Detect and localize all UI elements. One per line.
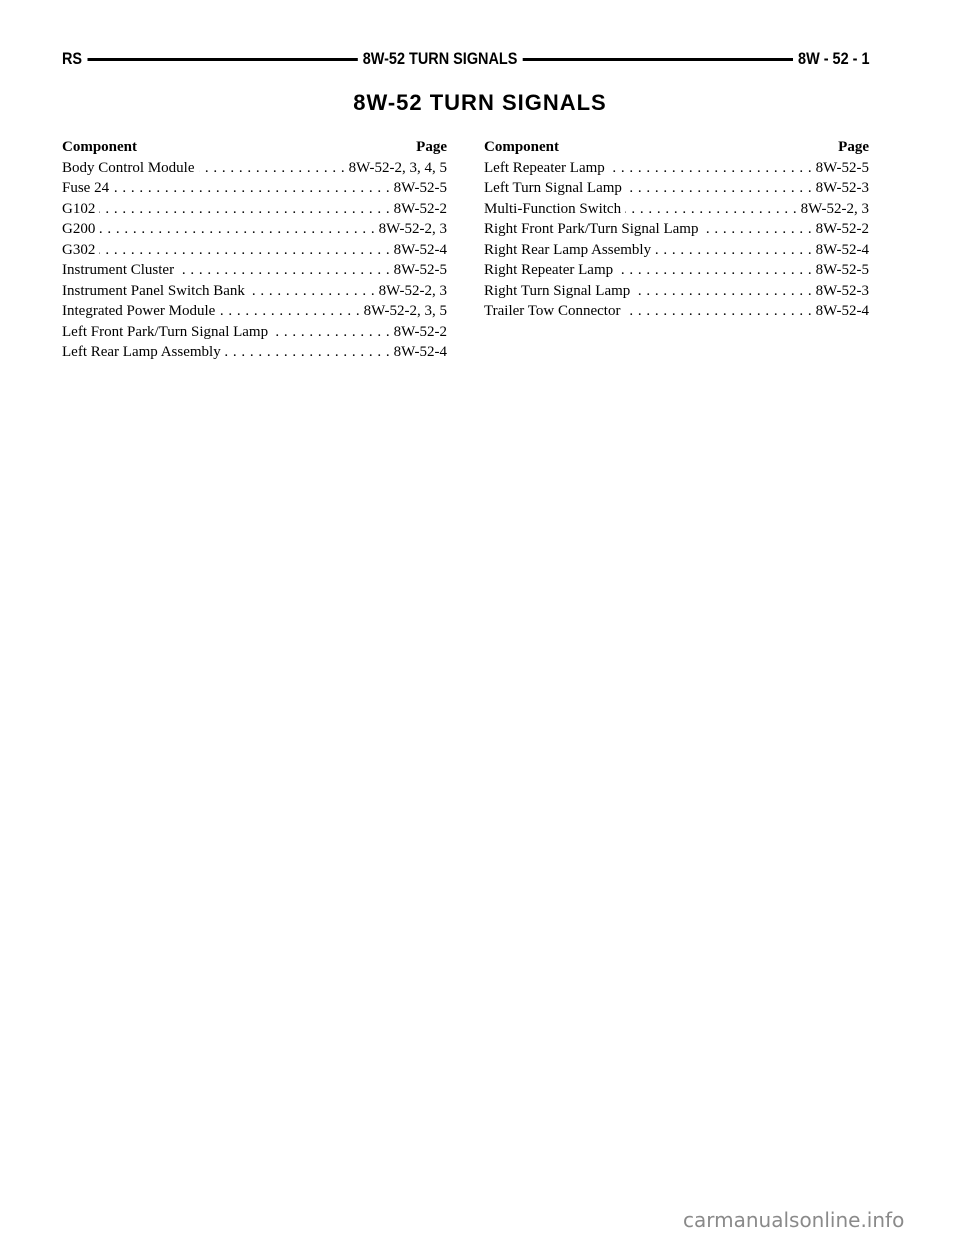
index-row bbox=[62, 301, 447, 322]
index-row bbox=[62, 199, 447, 220]
page-ref: 8W-52-4 bbox=[815, 303, 869, 319]
component-name: Multi-Function Switch bbox=[484, 200, 622, 217]
index-row bbox=[484, 158, 869, 179]
index-row bbox=[484, 199, 869, 220]
index-row bbox=[62, 158, 447, 179]
dot-leader bbox=[178, 260, 390, 281]
index-row bbox=[62, 219, 447, 240]
dot-leader bbox=[634, 281, 811, 302]
page-ref: 8W-52-4 bbox=[815, 241, 869, 258]
index-row bbox=[62, 240, 447, 261]
component-name: Instrument Cluster bbox=[62, 262, 175, 278]
index-row bbox=[484, 260, 869, 281]
component-name: Instrument Panel Switch Bank bbox=[62, 282, 245, 299]
component-index-right bbox=[484, 137, 869, 322]
dot-leader bbox=[624, 301, 811, 322]
page-ref: 8W-52-4 bbox=[393, 241, 447, 258]
header-rule bbox=[87, 58, 357, 61]
header-center: 8W-52 TURN SIGNALS bbox=[362, 49, 518, 68]
page-ref: 8W-52-5 bbox=[393, 180, 447, 196]
component-name: Left Turn Signal Lamp bbox=[484, 180, 622, 196]
dot-leader bbox=[655, 240, 812, 261]
index-row bbox=[62, 322, 447, 343]
dot-leader bbox=[219, 301, 359, 322]
component-name: G302 bbox=[62, 241, 96, 258]
header-rule bbox=[522, 58, 792, 61]
component-name: Integrated Power Module bbox=[62, 303, 216, 319]
dot-leader bbox=[609, 158, 812, 179]
component-name: Right Front Park/Turn Signal Lamp bbox=[484, 221, 699, 237]
index-row bbox=[484, 281, 869, 302]
page-ref: 8W-52-2, 3 bbox=[378, 221, 447, 237]
page-title: 8W-52 TURN SIGNALS bbox=[353, 90, 607, 115]
dot-leader bbox=[225, 342, 390, 363]
dot-leader bbox=[113, 178, 390, 199]
page-header-label: Page bbox=[838, 139, 869, 155]
index-row bbox=[484, 301, 869, 322]
page-ref: 8W-52-4 bbox=[393, 344, 447, 360]
component-header: Component bbox=[484, 139, 560, 155]
component-name: Right Turn Signal Lamp bbox=[484, 282, 631, 299]
dot-leader bbox=[617, 260, 812, 281]
index-row bbox=[62, 281, 447, 302]
header-right: 8W - 52 - 1 bbox=[798, 49, 870, 68]
index-row bbox=[62, 260, 447, 281]
index-row bbox=[62, 342, 447, 363]
component-name: Trailer Tow Connector bbox=[484, 303, 621, 319]
page-ref: 8W-52-5 bbox=[815, 262, 869, 278]
component-header: Component bbox=[62, 139, 138, 155]
page-ref: 8W-52-3 bbox=[815, 282, 869, 299]
component-index-left bbox=[62, 137, 447, 363]
dot-leader bbox=[249, 281, 375, 302]
dot-leader bbox=[626, 178, 812, 199]
dot-leader bbox=[99, 199, 389, 220]
component-name: Right Repeater Lamp bbox=[484, 262, 614, 278]
component-name: G200 bbox=[62, 221, 96, 237]
dot-leader bbox=[702, 219, 811, 240]
column-header bbox=[62, 137, 447, 158]
page-ref: 8W-52-2, 3, 5 bbox=[363, 303, 447, 319]
dot-leader bbox=[99, 240, 389, 261]
component-name: G102 bbox=[62, 200, 96, 217]
index-row bbox=[62, 178, 447, 199]
dot-leader bbox=[272, 322, 390, 343]
page-header bbox=[62, 48, 870, 70]
page-ref: 8W-52-2 bbox=[393, 323, 447, 340]
page-header-label: Page bbox=[416, 139, 447, 155]
index-row bbox=[484, 219, 869, 240]
component-name: Left Rear Lamp Assembly bbox=[62, 344, 221, 360]
page-ref: 8W-52-3 bbox=[815, 180, 869, 196]
watermark: carmanualsonline.info bbox=[683, 1208, 905, 1232]
page-ref: 8W-52-2, 3 bbox=[800, 200, 869, 217]
page-ref: 8W-52-2, 3, 4, 5 bbox=[348, 159, 447, 176]
page-ref: 8W-52-5 bbox=[393, 262, 447, 278]
component-name: Fuse 24 bbox=[62, 180, 110, 196]
component-name: Left Front Park/Turn Signal Lamp bbox=[62, 323, 269, 340]
component-name: Right Rear Lamp Assembly bbox=[484, 241, 652, 258]
dot-leader bbox=[199, 158, 345, 179]
dot-leader bbox=[625, 199, 797, 220]
page-ref: 8W-52-5 bbox=[815, 159, 869, 176]
index-row bbox=[484, 178, 869, 199]
page-ref: 8W-52-2 bbox=[815, 221, 869, 237]
index-row bbox=[484, 240, 869, 261]
column-header bbox=[484, 137, 869, 158]
dot-leader bbox=[99, 219, 374, 240]
header-left: RS bbox=[62, 49, 83, 68]
page-ref: 8W-52-2 bbox=[393, 200, 447, 217]
component-name: Left Repeater Lamp bbox=[484, 159, 605, 176]
component-name: Body Control Module bbox=[62, 159, 195, 176]
page-ref: 8W-52-2, 3 bbox=[378, 282, 447, 299]
